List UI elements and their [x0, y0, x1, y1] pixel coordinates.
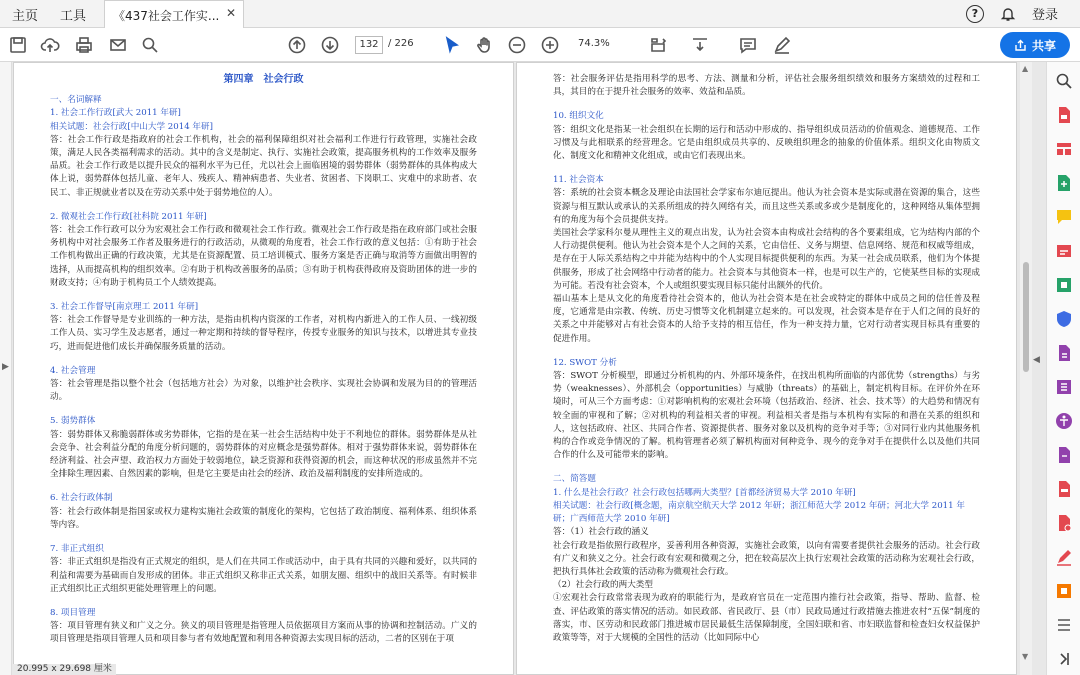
- hand-tool-icon[interactable]: [475, 35, 495, 55]
- login-link[interactable]: 登录: [1031, 8, 1058, 23]
- answer-text: 答：项目管理有狭义和广义之分。狭义的项目管理是指管理人员依据项目方案而从事的协调和控制活动。广义的项目管理是指项目管理人员和项目参与者有效地配置和利用各种资源去实现目标的活动，二者的区别在于项: [50, 621, 477, 645]
- answer-text: 福山基本上是从文化的角度看待社会资本的，他认为社会资本是在社会或特定的群体中成员之间的信任普及程度，它通常是由宗教、传统、历史习惯等文化机制建立起来的。可以发现，社会资本是存在于人们之间的良好的关系之中并能够对占有社会资本的人给予支持的相互信任，作为一种支持力量，它对行动者实现目标具有重要的促进作用。: [553, 294, 980, 344]
- answer-text: 答：（1）社会行政的涵义: [553, 527, 649, 538]
- save-icon[interactable]: [8, 35, 28, 55]
- menu-home[interactable]: 主页: [12, 9, 39, 24]
- sign-pen-icon[interactable]: [1055, 548, 1073, 566]
- answer-text: 答：弱势群体又称脆弱群体或劣势群体，它指的是在某一社会生活结构中处于不利地位的群体。弱势群体是从社会竞争、社会利益分配的角度分析问题的，弱势群体的对应概念是强势群体。相对于强势群体来说，弱势群体在经济利益、社会声望、政治权力方面处于较弱地位，缺乏资源和获得资源的机会，而这种状况的形成虽然并不完全排除生理因素、自然因素的影响，但是它主要是由社会的经济、政治及福利制度的安排所造成的。: [50, 429, 477, 480]
- page-total: / 226: [388, 38, 414, 49]
- zoom-in-icon[interactable]: [540, 35, 560, 55]
- accessibility-icon[interactable]: [1055, 412, 1073, 430]
- answer-text: 答：社会行政体制是指国家或权力建构实施社会政策的制度化的架构，它包括了政治制度、福利体系、组织体系等内容。: [50, 506, 477, 530]
- top-menu-bar: [0, 0, 1080, 28]
- term-heading: 11. 社会资本: [553, 175, 604, 186]
- answer-text: 美国社会学家科尔曼从理性主义的观点出发，认为社会资本由构成社会结构的各个要素组成，它为结构内部的个人行动提供便利。他认为社会资本是个人之间的关系，它由信任、义务与期望、信息网络、规范和权威等组成，是存在于人际关系结构之中并能为结构中的个人实现目标提供便利的东西。为某一社会成员联系，他们为个体提供服务，形成了社会网络中行动者的能力。社会资本与其他资本一样，也是可以生产的，它使某些目标的实现成为可能。若没有社会资本，个人或组织要实现目标只能付出额外的代价。: [553, 228, 980, 291]
- export-pdf-icon[interactable]: [1055, 106, 1073, 124]
- comment-icon[interactable]: [738, 35, 758, 55]
- page-size-status: 20.995 x 29.698 厘米: [13, 664, 116, 675]
- pdf-page-left: [13, 62, 514, 675]
- term-heading: 8. 项目管理: [50, 607, 96, 618]
- document-tab-title: 《437社会工作实...: [113, 9, 220, 23]
- share-icon: [1014, 39, 1027, 52]
- answer-text: 答：组织文化是指某一社会组织在长期的运行和活动中形成的、指导组织成员活动的价值观念、道德规范、工作习惯及与此相联系的经营理念。它是由组织成员共享的、反映组织理念的抽象的价值体系。组织文化由物质文化、制度文化和精神文化组成，或由它们表现出来。: [553, 124, 980, 162]
- help-icon[interactable]: ?: [966, 5, 984, 23]
- pdf-page-right: [516, 62, 1017, 675]
- draw-pen-icon[interactable]: [772, 35, 792, 55]
- document-tab[interactable]: [104, 0, 244, 28]
- expand-left-icon: ▶: [2, 362, 9, 372]
- question-heading: 1. 什么是社会行政？社会行政包括哪两大类型？[首都经济贸易大学 2010 年研]: [553, 487, 856, 498]
- stamp-icon[interactable]: [1055, 582, 1073, 600]
- term-heading: 3. 社会工作督导[南京理工 2011 年研]: [50, 302, 199, 313]
- term-heading: 7. 非正式组织: [50, 544, 104, 555]
- scrollbar-thumb[interactable]: [1023, 262, 1029, 372]
- fit-page-icon[interactable]: [648, 35, 668, 55]
- term-heading: 6. 社会行政体制: [50, 493, 113, 504]
- protect-shield-icon[interactable]: [1055, 310, 1073, 328]
- scroll-mode-icon[interactable]: [690, 35, 710, 55]
- fill-sign-icon[interactable]: [1055, 242, 1073, 260]
- page-number-input[interactable]: 132: [355, 36, 383, 54]
- related-question: 相关试题：社会行政[概念题，南京航空航天大学 2012 年研；浙江师范大学 2012 年研；河北大学 2011 年研；广西师范大学 2010 年研]: [553, 500, 965, 525]
- email-icon[interactable]: [108, 35, 128, 55]
- answer-text: 答：非正式组织是指没有正式规定的组织，是人们在共同工作或活动中，由于具有共同的兴趣和爱好，以共同的利益和需要为基础而自发形成的团体。非正式组织又称非正式关系，如朋友圈、组织中的战旧关系等。有时候非正式组织比正式组织更能处理管理上的问题。: [50, 557, 477, 594]
- print-icon[interactable]: [74, 35, 94, 55]
- collapse-right-panel-icon[interactable]: ◀: [1033, 355, 1040, 365]
- select-cursor-icon[interactable]: [442, 35, 462, 55]
- vertical-scrollbar[interactable]: [1020, 62, 1032, 675]
- toolbar: [0, 28, 1080, 62]
- related-question: 相关试题：社会行政[中山大学 2014 年研]: [50, 121, 213, 132]
- answer-text: 答：SWOT 分析模型，即通过分析机构的内、外部环境条件，在找出机构所面临的内部优势（strengths）与劣势（weaknesses）、外部机会（opportunities）与威胁（threats）的基础上，制定机构目标。在评价外在环境时，可从三个方面考虑：①对影响机构的宏观社会环境（包括政治、经济、社会、技术等）的大趋势和情况有较全面的审视和了解；②对机构的利益相关者的审视。利益相关者是指与本机构有实际的和潜在关系的组织和人，这包括政府、社区、共同合作者、资源提供者、服务对象以及机构的竞争对手等；③对同行业内其他服务机构的合作或竞争情况的了解。机构管理者必须了解机构面对何种竞争、现今的竞争对手在提供什么以及他们共同合作的什么及可能带来的影响。: [553, 371, 980, 461]
- zoom-out-icon[interactable]: [507, 35, 527, 55]
- comment-panel-icon[interactable]: [1055, 208, 1073, 226]
- scroll-up-icon[interactable]: ▲: [1022, 64, 1029, 73]
- term-heading: 1. 社会工作行政[武大 2011 年研]: [50, 108, 181, 119]
- share-label: 共享: [1031, 38, 1056, 53]
- term-heading: 4. 社会管理: [50, 365, 96, 376]
- term-heading: 10. 组织文化: [553, 111, 604, 122]
- compress-pdf-icon[interactable]: [1055, 276, 1073, 294]
- edit-pdf-icon[interactable]: [1055, 174, 1073, 192]
- search-icon[interactable]: [140, 35, 160, 55]
- term-heading: 2. 微观社会工作行政[社科院 2011 年研]: [50, 211, 207, 222]
- term-heading: 12. SWOT 分析: [553, 357, 617, 368]
- send-review-icon[interactable]: [1055, 446, 1073, 464]
- bell-icon[interactable]: [1000, 6, 1016, 22]
- combine-files-icon[interactable]: [1055, 378, 1073, 396]
- left-panel-toggle[interactable]: [0, 62, 12, 675]
- answer-text: 社会行政是指依照行政程序，妥善利用各种资源，实施社会政策，以向有需要者提供社会服务的活动。社会行政有广义和狭义之分。社会行政有宏观和微观之分，把在较高层次上执行宏观社会政策的活动称为宏观社会行政，把执行具体社会政策的活动称为微观社会行政。: [553, 540, 980, 577]
- more-tools-icon[interactable]: [1055, 616, 1073, 634]
- chapter-title: 第四章 社会行政: [223, 74, 304, 85]
- close-icon[interactable]: ✕: [225, 6, 236, 20]
- answer-text: 答：社会工作行政是指政府的社会工作机构，社会的福利保障组织对社会福利工作进行行政管理，实施社会政策，满足人民各类福利需求的活动。其中的含义是制定、执行、实施社会政策，提高服务机构的工作效率及服务品质。社会工作行政是以提升民众的福利水平为已任，尤以社会上面临困境的弱势群体（弱势群体的具体构成大体上说，弱势群体包括儿童、老年人、残疾人、精神病患者、失业者、贫困者、下岗职工、灾难中的求助者、农民工、非正规就业者以及在劳动关系中处于弱势地位的人）。: [50, 134, 477, 198]
- answer-text: 答：社会管理是指以整个社会（包括地方社会）为对象，以维护社会秩序、实现社会协调和发展为目的的管理活动。: [50, 379, 477, 403]
- redact-icon[interactable]: [1055, 480, 1073, 498]
- request-signature-icon[interactable]: [1055, 514, 1073, 532]
- answer-text: 答：系统的社会资本概念及理论由法国社会学家布尔迪厄提出。他认为社会资本是实际或潜在资源的集合，这些资源与相互默认或承认的关系所组成的持久网络有关，而且这些关系或多或少是制度化的，这种网络从集体型拥有的角度为每个会员提供支持。: [553, 188, 980, 225]
- zoom-search-icon[interactable]: [1055, 72, 1073, 90]
- menu-tools[interactable]: 工具: [60, 9, 87, 24]
- answer-text: 答：社会服务评估是指用科学的思考、方法、测量和分析，评估社会服务组织绩效和服务方案绩效的过程和工具，其目的在于提升社会服务的效率、效益和品质。: [553, 74, 980, 98]
- organize-pages-icon[interactable]: [1055, 140, 1073, 158]
- create-pdf-icon[interactable]: [1055, 344, 1073, 362]
- answer-text: 答：社会工作行政可以分为宏观社会工作行政和微观社会工作行政。微观社会工作行政是指在政府部门或社会服务机构中对社会服务工作者及服务进行的行政活动，从微观的角度看，社会工作行政的意义包括：①有助于社会工作机构做出正确的行政决策，尤其是在资源配置、员工培训模式、服务方案是否正确与取消等方面做出明智的选择，从而提高机构的组织效率。②有助于机构改善服务的品质；③有助于机构获得政府及资助团体的进一步的财政支持；④有助于机构员工个人绩效提高。: [50, 225, 477, 288]
- answer-text: 答：社会工作督导是专业训练的一种方法，是指由机构内资深的工作者，对机构内新进入的工作人员、一线初级工作人员、实习学生及志愿者，通过一种定期和持续的督导程序，传授专业服务的知识与技术，以增进其专业技巧，进而促进他们成长并确保服务质量的活动。: [50, 315, 477, 352]
- section-heading: 一、名词解释: [50, 95, 102, 106]
- page-down-icon[interactable]: [320, 35, 340, 55]
- share-button[interactable]: [1000, 32, 1070, 58]
- answer-text: ①宏观社会行政常常表现为政府的职能行为，是政府官员在一定范围内推行社会政策，指导、帮助、监督、检查、评估政策的落实情况的活动。如民政部、省民政厅、县（市）民政局通过行政措施去推进农村“五保”制度的落实，市、区劳动和民政部门推进城市居民最低生活保障制度，全国妇联和省、市妇联监督和检查妇女权益保护政策等等，对于大规模的全国性的活动（比如同际中心: [553, 593, 980, 643]
- answer-text: （2）社会行政的两大类型: [553, 580, 653, 591]
- section-heading: 二、简答题: [553, 474, 596, 485]
- term-heading: 5. 弱势群体: [50, 416, 96, 427]
- page-up-icon[interactable]: [287, 35, 307, 55]
- upload-cloud-icon[interactable]: [40, 35, 60, 55]
- zoom-level-dropdown[interactable]: 74.3%: [578, 38, 610, 49]
- collapse-panel-icon[interactable]: [1055, 650, 1073, 668]
- scroll-down-icon[interactable]: ▼: [1022, 652, 1029, 661]
- right-tools-panel: [1046, 62, 1080, 675]
